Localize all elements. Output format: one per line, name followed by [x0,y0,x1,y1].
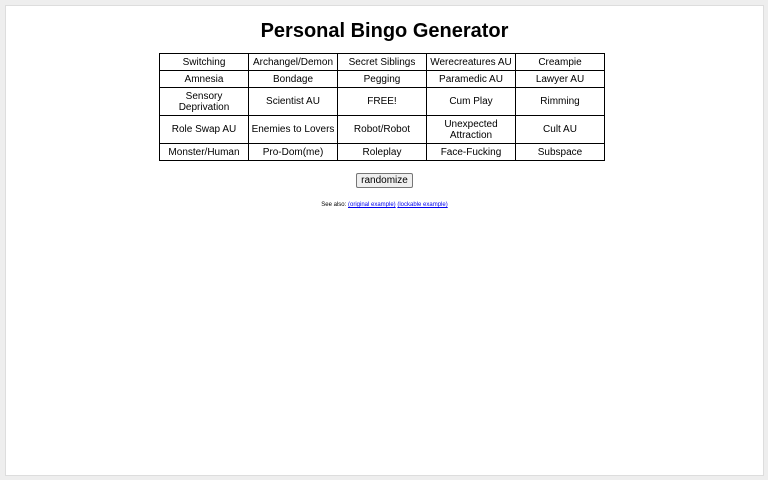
page-panel [5,5,764,476]
bingo-cell: Pegging [338,71,427,88]
bingo-cell: Archangel/Demon [249,54,338,71]
original-example-link[interactable]: (original example) [347,202,396,208]
see-also [6,202,763,208]
controls [6,170,763,188]
bingo-cell: Face-Fucking [427,144,516,161]
lockable-example-link[interactable]: (lockable example) [397,202,448,208]
bingo-cell: Paramedic AU [427,71,516,88]
bingo-row [160,71,605,88]
bingo-cell: Robot/Robot [338,116,427,144]
bingo-cell: Role Swap AU [160,116,249,144]
bingo-cell: Monster/Human [160,144,249,161]
page-title: Personal Bingo Generator [260,20,509,42]
see-also-label: See also: [321,202,347,208]
bingo-cell: Rimming [516,88,605,116]
bingo-cell: Bondage [249,71,338,88]
bingo-cell: Sensory Deprivation [160,88,249,116]
bingo-card [159,53,605,161]
bingo-cell: Secret Siblings [338,54,427,71]
bingo-cell: Pro-Dom(me) [249,144,338,161]
bingo-cell: Enemies to Lovers [249,116,338,144]
bingo-cell-free: FREE! [338,88,427,116]
bingo-cell: Creampie [516,54,605,71]
bingo-cell: Subspace [516,144,605,161]
bingo-row [160,54,605,71]
bingo-cell: Cult AU [516,116,605,144]
bingo-cell: Scientist AU [249,88,338,116]
bingo-cell: Switching [160,54,249,71]
bingo-cell: Unexpected Attraction [427,116,516,144]
randomize-button[interactable]: randomize [356,173,413,188]
bingo-cell: Amnesia [160,71,249,88]
bingo-cell: Werecreatures AU [427,54,516,71]
bingo-cell: Roleplay [338,144,427,161]
bingo-cell: Lawyer AU [516,71,605,88]
bingo-row [160,88,605,116]
bingo-cell: Cum Play [427,88,516,116]
bingo-row [160,116,605,144]
bingo-row [160,144,605,161]
